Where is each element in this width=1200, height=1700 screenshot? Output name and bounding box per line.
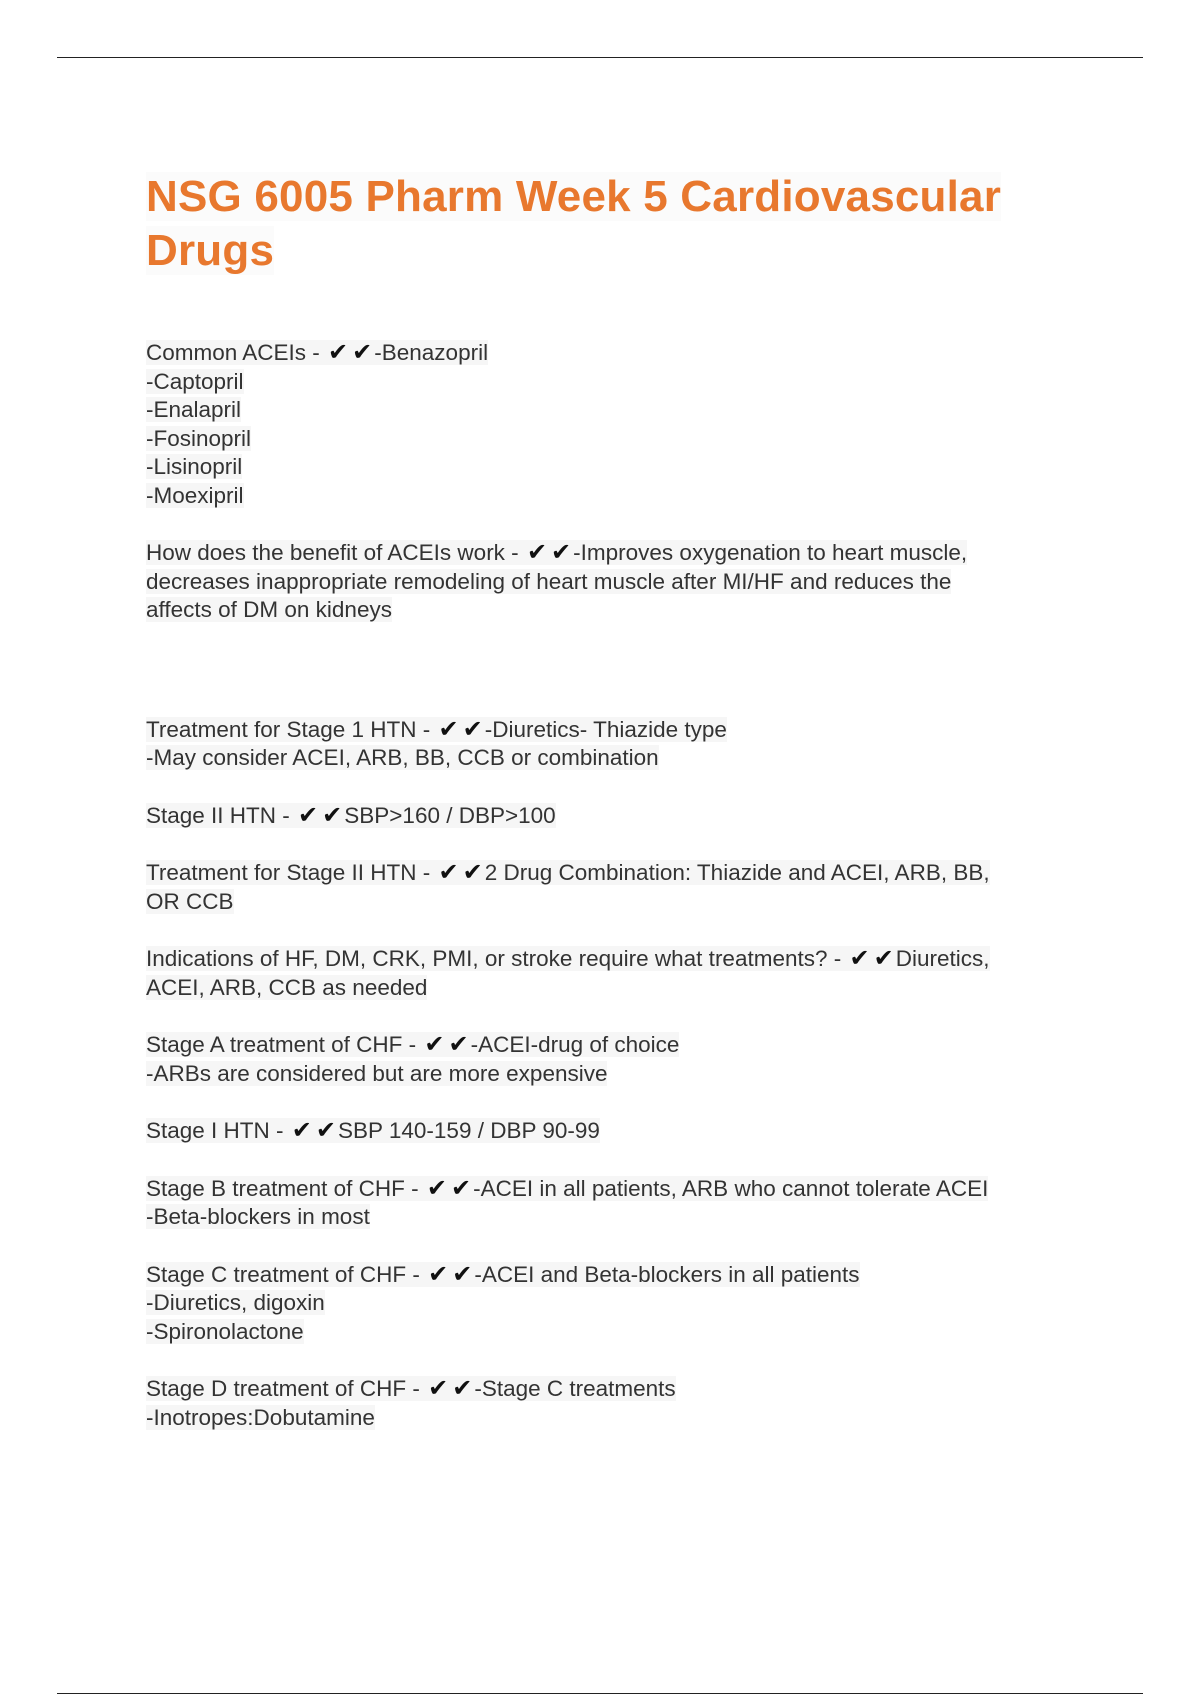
flashcard-first-line bbox=[146, 801, 1076, 831]
flashcard-definition-line bbox=[146, 425, 1076, 454]
flashcard-first-line bbox=[146, 715, 1076, 745]
double-check-icon bbox=[326, 338, 374, 368]
flashcard-highlight: -Spironolactone bbox=[146, 1318, 304, 1344]
flashcard-definition-line bbox=[146, 1404, 1076, 1433]
flashcard-definition-line bbox=[146, 368, 1076, 397]
flashcard-definition-line bbox=[146, 482, 1076, 511]
flashcard-definition-line: -ACEI and Beta-blockers in all patients bbox=[474, 1261, 860, 1287]
check-icon: ✔ bbox=[328, 338, 349, 366]
flashcard-highlight: -ARBs are considered but are more expensive bbox=[146, 1060, 608, 1086]
flashcard-definition-line: -Improves oxygenation to heart muscle, bbox=[573, 540, 968, 565]
flashcard-first-line bbox=[146, 1174, 1076, 1204]
check-icon: ✔ bbox=[428, 1374, 449, 1402]
flashcard-highlight: OR CCB bbox=[146, 888, 234, 914]
double-check-icon bbox=[437, 858, 485, 888]
flashcard bbox=[146, 858, 1076, 916]
document-body bbox=[146, 170, 1076, 1432]
check-icon: ✔ bbox=[452, 1374, 473, 1402]
flashcard-highlight: ACEI, ARB, CCB as needed bbox=[146, 974, 428, 1000]
flashcard-term: Stage II HTN - bbox=[146, 802, 297, 828]
flashcard-first-line bbox=[146, 858, 1076, 888]
flashcard-highlight: -Beta-blockers in most bbox=[146, 1204, 370, 1229]
flashcard-highlight: -Fosinopril bbox=[146, 425, 252, 451]
flashcard bbox=[146, 1116, 1076, 1146]
check-icon: ✔ bbox=[452, 1259, 473, 1288]
title-line-2: Drugs bbox=[146, 226, 275, 275]
check-icon: ✔ bbox=[849, 944, 870, 972]
double-check-icon bbox=[290, 1116, 338, 1146]
flashcard-definition-line bbox=[146, 888, 1076, 917]
flashcard-highlight bbox=[146, 1173, 989, 1202]
flashcard-definition-line: -ACEI-drug of choice bbox=[470, 1032, 680, 1057]
flashcard-highlight bbox=[146, 1118, 600, 1143]
flashcard-definition-line: 2 Drug Combination: Thiazide and ACEI, ARB, BB, bbox=[484, 860, 990, 885]
flashcard-definition-line bbox=[146, 453, 1076, 482]
check-icon: ✔ bbox=[315, 1116, 337, 1144]
check-icon: ✔ bbox=[438, 858, 459, 886]
flashcard bbox=[146, 1260, 1076, 1347]
flashcard-definition-line: -Benazopril bbox=[374, 340, 489, 365]
flashcard-term: Stage C treatment of CHF - bbox=[146, 1261, 427, 1287]
flashcard-term: Stage B treatment of CHF - bbox=[146, 1175, 425, 1201]
check-icon: ✔ bbox=[551, 538, 572, 566]
flashcard-definition-line: -Diuretics- Thiazide type bbox=[484, 716, 727, 742]
flashcard-term: Treatment for Stage II HTN - bbox=[146, 860, 437, 885]
check-icon: ✔ bbox=[873, 944, 894, 972]
flashcard-definition-line bbox=[146, 568, 1076, 597]
double-check-icon bbox=[437, 715, 485, 745]
check-icon: ✔ bbox=[424, 1030, 445, 1058]
title-line-1: NSG 6005 Pharm Week 5 Cardiovascular bbox=[146, 172, 1002, 221]
flashcard-highlight: -Inotropes:Dobutamine bbox=[146, 1404, 375, 1430]
title-block bbox=[146, 170, 1076, 278]
flashcard-term: Stage D treatment of CHF - bbox=[146, 1376, 427, 1401]
flashcard-highlight bbox=[146, 1032, 679, 1057]
flashcard-definition-line bbox=[146, 396, 1076, 425]
flashcard-term: How does the benefit of ACEIs work - bbox=[146, 540, 525, 565]
flashcard-first-line bbox=[146, 1260, 1076, 1290]
flashcard-first-line bbox=[146, 338, 1076, 368]
page-title bbox=[146, 172, 1001, 275]
flashcard-definition-line bbox=[146, 1203, 1076, 1232]
flashcard-highlight bbox=[146, 860, 990, 885]
check-icon: ✔ bbox=[526, 538, 548, 566]
check-icon: ✔ bbox=[428, 1259, 449, 1288]
flashcard-highlight: decreases inappropriate remodeling of heart muscle after MI/HF and reduces the bbox=[146, 568, 952, 594]
flashcard bbox=[146, 1030, 1076, 1088]
check-icon: ✔ bbox=[352, 338, 373, 366]
flashcard-highlight bbox=[146, 540, 967, 565]
flashcard-highlight: -Captopril bbox=[146, 368, 244, 394]
flashcard-highlight bbox=[146, 800, 556, 829]
flashcard-highlight bbox=[146, 340, 488, 365]
flashcard-term: Stage I HTN - bbox=[146, 1118, 290, 1143]
flashcard-list bbox=[146, 338, 1076, 1432]
flashcard bbox=[146, 338, 1076, 510]
flashcard-highlight bbox=[146, 1259, 860, 1288]
flashcard-term: Stage A treatment of CHF - bbox=[146, 1032, 423, 1057]
flashcard-highlight bbox=[146, 714, 727, 743]
double-check-icon bbox=[525, 538, 573, 568]
check-icon: ✔ bbox=[462, 858, 483, 886]
double-check-icon bbox=[426, 1260, 474, 1290]
flashcard-first-line bbox=[146, 1116, 1076, 1146]
check-icon: ✔ bbox=[322, 800, 343, 829]
flashcard-highlight: -Lisinopril bbox=[146, 454, 243, 479]
bottom-rule bbox=[57, 1693, 1143, 1694]
flashcard-definition-line: -ACEI in all patients, ARB who cannot tolerate ACEI bbox=[473, 1175, 989, 1201]
flashcard-highlight: affects of DM on kidneys bbox=[146, 597, 392, 622]
flashcard-definition-line bbox=[146, 1060, 1076, 1089]
flashcard bbox=[146, 944, 1076, 1002]
double-check-icon bbox=[426, 1374, 474, 1404]
flashcard-term: Treatment for Stage 1 HTN - bbox=[146, 716, 437, 742]
flashcard-first-line bbox=[146, 1374, 1076, 1404]
flashcard-term: Common ACEIs - bbox=[146, 340, 327, 365]
check-icon: ✔ bbox=[448, 1030, 469, 1058]
check-icon: ✔ bbox=[426, 1173, 447, 1202]
flashcard-definition-line bbox=[146, 744, 1076, 773]
flashcard-definition-line bbox=[146, 1289, 1076, 1318]
flashcard-first-line bbox=[146, 538, 1076, 568]
double-check-icon bbox=[296, 801, 344, 831]
flashcard bbox=[146, 1174, 1076, 1232]
check-icon: ✔ bbox=[450, 1173, 472, 1202]
flashcard-first-line bbox=[146, 1030, 1076, 1060]
flashcard-definition-line bbox=[146, 1318, 1076, 1347]
check-icon: ✔ bbox=[462, 714, 483, 743]
flashcard-definition-line bbox=[146, 596, 1076, 625]
flashcard bbox=[146, 715, 1076, 773]
flashcard-highlight: -Enalapril bbox=[146, 397, 242, 422]
flashcard-definition-line: SBP 140-159 / DBP 90-99 bbox=[338, 1118, 600, 1143]
flashcard-highlight: -Moexipril bbox=[146, 482, 244, 508]
double-check-icon bbox=[422, 1030, 470, 1060]
check-icon: ✔ bbox=[291, 1116, 312, 1144]
double-check-icon bbox=[425, 1174, 473, 1204]
flashcard-highlight bbox=[146, 1376, 676, 1401]
flashcard-definition-line bbox=[146, 974, 1076, 1003]
check-icon: ✔ bbox=[298, 800, 319, 829]
flashcard-definition-line: SBP>160 / DBP>100 bbox=[344, 802, 556, 828]
flashcard bbox=[146, 538, 1076, 625]
flashcard-term: Indications of HF, DM, CRK, PMI, or stroke require what treatments? - bbox=[146, 946, 848, 971]
flashcard-definition-line: Diuretics, bbox=[895, 946, 990, 971]
top-rule bbox=[57, 57, 1143, 58]
flashcard-highlight bbox=[146, 946, 990, 971]
flashcard-highlight: -May consider ACEI, ARB, BB, CCB or combination bbox=[146, 745, 659, 770]
double-check-icon bbox=[848, 944, 896, 974]
flashcard-definition-line: -Stage C treatments bbox=[474, 1376, 676, 1401]
flashcard-first-line bbox=[146, 944, 1076, 974]
flashcard bbox=[146, 1374, 1076, 1432]
flashcard-highlight: -Diuretics, digoxin bbox=[146, 1290, 325, 1315]
check-icon: ✔ bbox=[438, 714, 459, 743]
flashcard bbox=[146, 801, 1076, 831]
